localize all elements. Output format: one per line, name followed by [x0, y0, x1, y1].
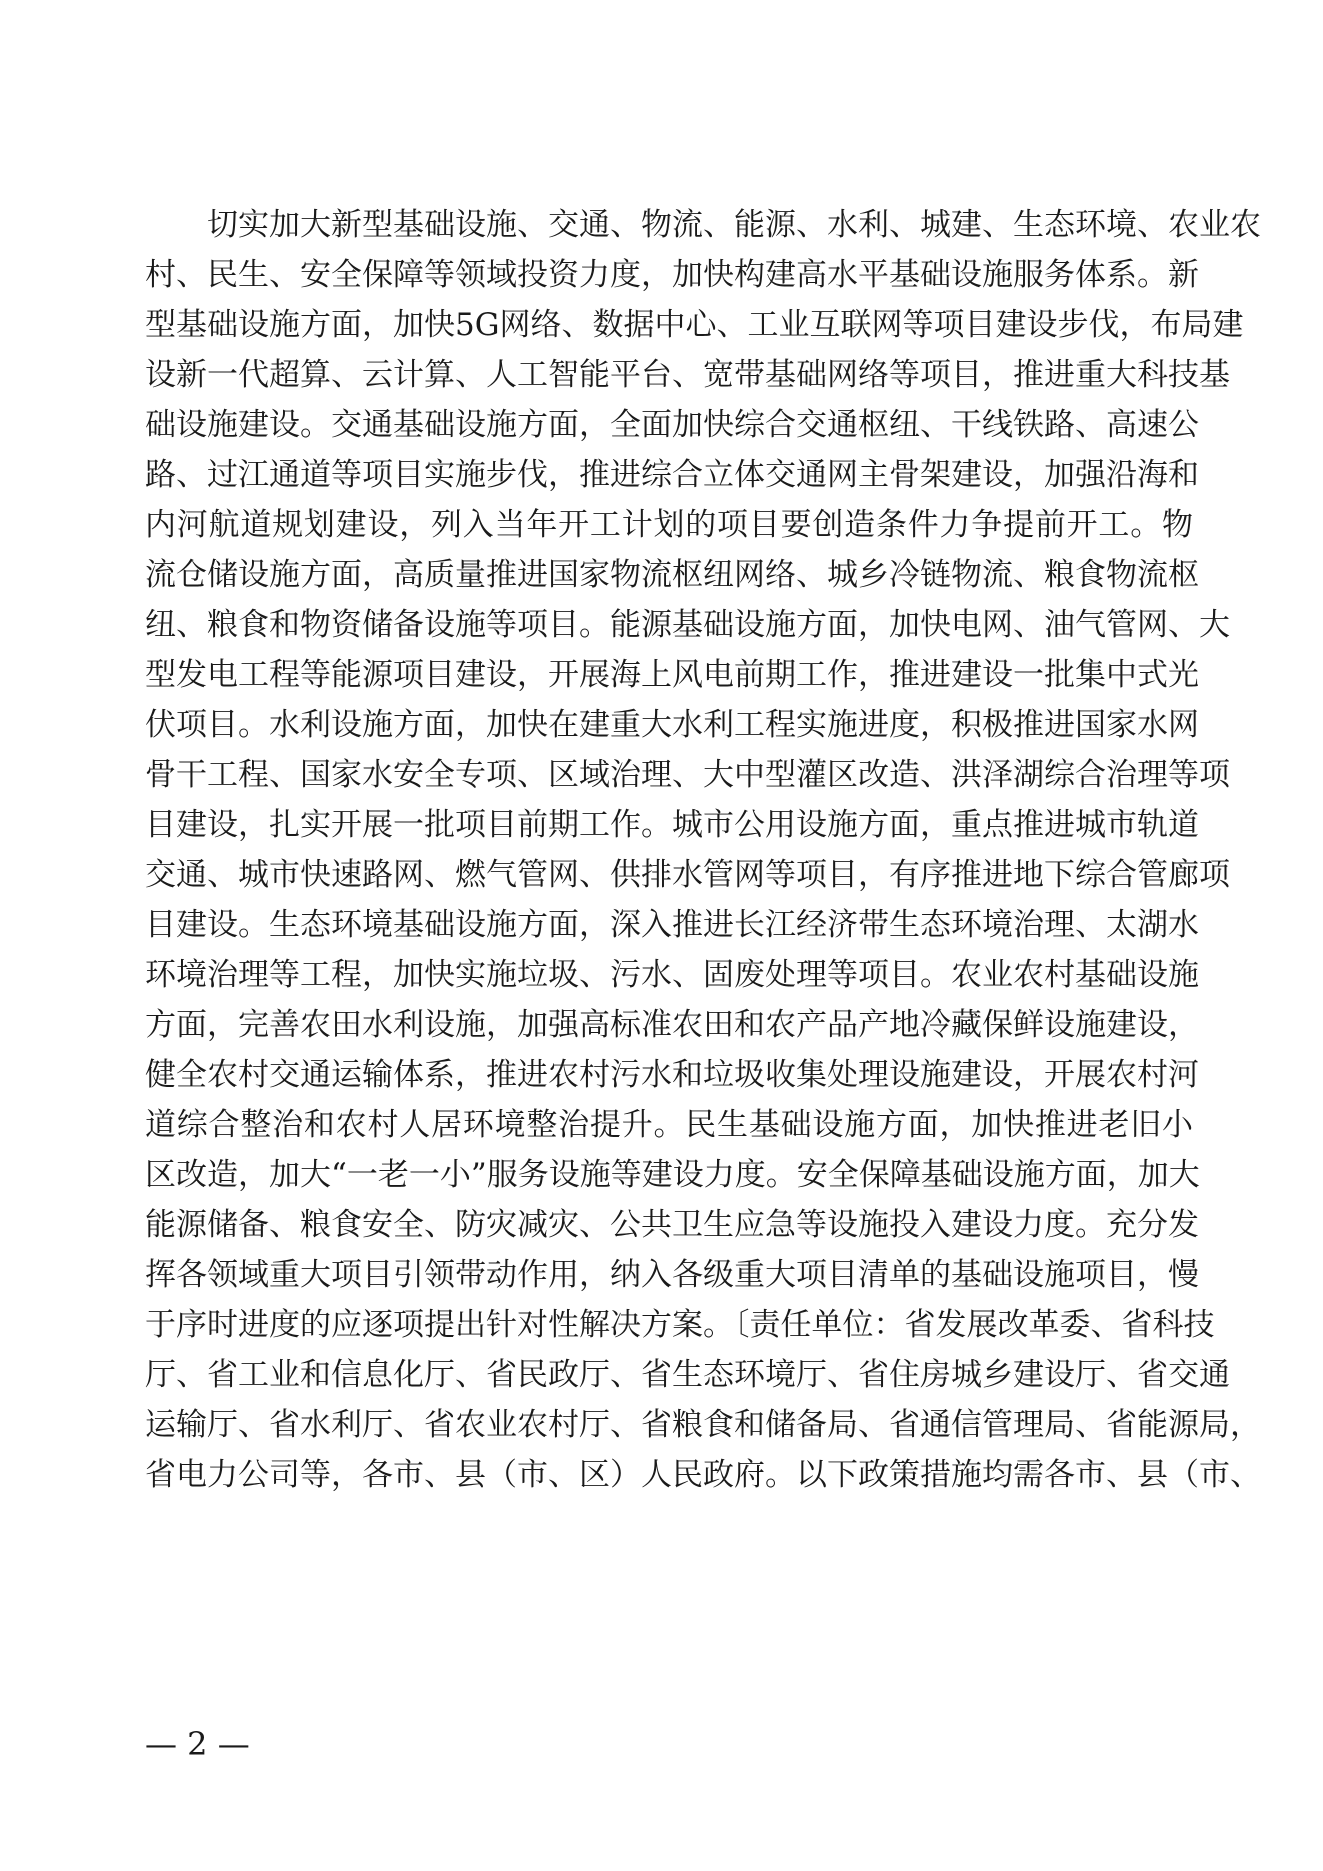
text-line: 纽、粮食和物资储备设施等项目。能源基础设施方面，加快电网、油气管网、大	[145, 607, 1230, 643]
text-line: 省电力公司等，各市、县（市、区）人民政府。以下政策措施均需各市、县（市、	[145, 1457, 1261, 1493]
text-line: 础设施建设。交通基础设施方面，全面加快综合交通枢纽、干线铁路、高速公	[145, 407, 1199, 443]
text-line: 目建设。生态环境基础设施方面，深入推进长江经济带生态环境治理、太湖水	[145, 907, 1199, 943]
body-paragraph	[145, 200, 1261, 1500]
text-line: 村、民生、安全保障等领域投资力度，加快构建高水平基础设施服务体系。新	[145, 257, 1199, 293]
text-line: 路、过江通道等项目实施步伐，推进综合立体交通网主骨架建设，加强沿海和	[145, 457, 1199, 493]
text-line: 骨干工程、国家水安全专项、区域治理、大中型灌区改造、洪泽湖综合治理等项	[145, 757, 1230, 793]
text-line: 型基础设施方面，加快5G网络、数据中心、工业互联网等项目建设步伐，布局建	[145, 307, 1244, 343]
text-line: 挥各领域重大项目引领带动作用，纳入各级重大项目清单的基础设施项目，慢	[145, 1257, 1199, 1293]
text-line: 于序时进度的应逐项提出针对性解决方案。〔责任单位：省发展改革委、省科技	[145, 1307, 1215, 1343]
page-number: — 2 —	[145, 1725, 250, 1763]
text-line: 健全农村交通运输体系，推进农村污水和垃圾收集处理设施建设，开展农村河	[145, 1057, 1199, 1093]
text-line: 目建设，扎实开展一批项目前期工作。城市公用设施方面，重点推进城市轨道	[145, 807, 1199, 843]
text-line: 内河航道规划建设，列入当年开工计划的项目要创造条件力争提前开工。物	[145, 507, 1193, 543]
text-line: 区改造，加大“一老一小”服务设施等建设力度。安全保障基础设施方面，加大	[145, 1157, 1200, 1193]
text-line: 流仓储设施方面，高质量推进国家物流枢纽网络、城乡冷链物流、粮食物流枢	[145, 557, 1199, 593]
text-line: 伏项目。水利设施方面，加快在建重大水利工程实施进度，积极推进国家水网	[145, 707, 1199, 743]
text-line: 能源储备、粮食安全、防灾减灾、公共卫生应急等设施投入建设力度。充分发	[145, 1207, 1199, 1243]
text-line: 切实加大新型基础设施、交通、物流、能源、水利、城建、生态环境、农业农	[145, 207, 1261, 243]
text-line: 道综合整治和农村人居环境整治提升。民生基础设施方面，加快推进老旧小	[145, 1107, 1193, 1143]
text-line: 环境治理等工程，加快实施垃圾、污水、固废处理等项目。农业农村基础设施	[145, 957, 1199, 993]
text-line: 型发电工程等能源项目建设，开展海上风电前期工作，推进建设一批集中式光	[145, 657, 1199, 693]
text-line: 厅、省工业和信息化厅、省民政厅、省生态环境厅、省住房城乡建设厅、省交通	[145, 1357, 1230, 1393]
text-line: 方面，完善农田水利设施，加强高标准农田和农产品产地冷藏保鲜设施建设，	[145, 1007, 1199, 1043]
text-line: 交通、城市快速路网、燃气管网、供排水管网等项目，有序推进地下综合管廊项	[145, 857, 1230, 893]
text-line: 运输厅、省水利厅、省农业农村厅、省粮食和储备局、省通信管理局、省能源局，	[145, 1407, 1261, 1443]
text-line: 设新一代超算、云计算、人工智能平台、宽带基础网络等项目，推进重大科技基	[145, 357, 1230, 393]
